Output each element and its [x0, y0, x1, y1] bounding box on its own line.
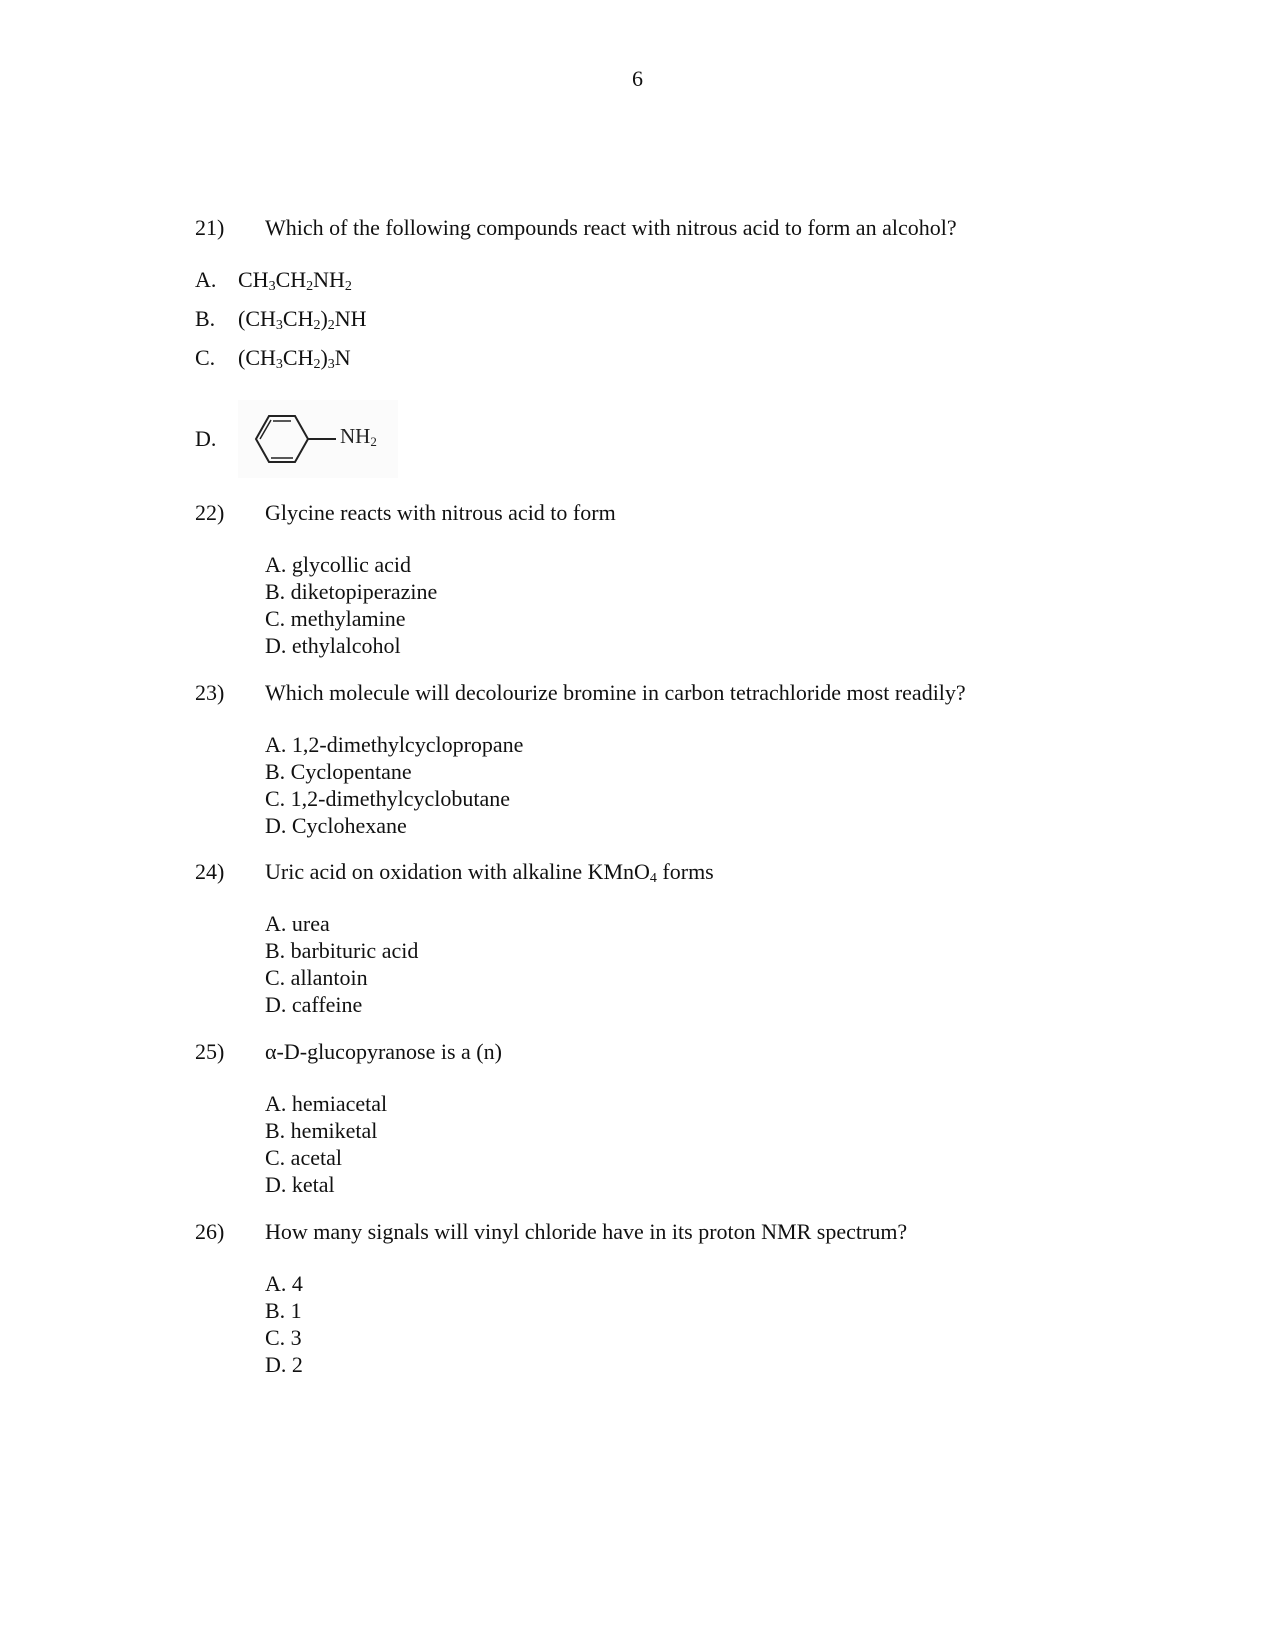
option: D. ketal — [265, 1172, 335, 1197]
option: B. 1 — [265, 1298, 302, 1323]
question-26 — [195, 1218, 1195, 1378]
option: A. hemiacetal — [265, 1091, 388, 1116]
option: C. 3 — [265, 1325, 302, 1350]
option-list — [265, 1270, 1195, 1378]
question-text: How many signals will vinyl chloride have in its proton NMR spectrum? — [265, 1219, 908, 1244]
option: D. 2 — [265, 1352, 303, 1377]
formula: $(CH_3CH_2)_3N$ — [238, 345, 351, 372]
option-21-d: D. $NH_2$ — [195, 400, 398, 478]
option: B. diketopiperazine — [265, 579, 438, 604]
question-25 — [195, 1038, 1195, 1198]
question-number: 22) — [195, 500, 225, 525]
formula: $(CH_3CH_2)_2NH$ — [238, 306, 367, 333]
question-text: Uric acid on oxidation with alkaline KMnO$_4$ forms — [265, 859, 714, 886]
option-21-c: C. $(CH_3CH_2)_3N$ — [195, 345, 351, 372]
option: C. 1,2-dimethylcyclobutane — [265, 786, 510, 811]
question-21 — [195, 214, 1195, 242]
option-21-b: B. $(CH_3CH_2)_2NH$ — [195, 306, 367, 333]
option-list — [265, 1090, 1195, 1198]
question-number: 24) — [195, 859, 225, 884]
question-text: Which molecule will decolourize bromine in carbon tetrachloride most readily? — [265, 680, 966, 705]
option: A. 1,2-dimethylcyclopropane — [265, 732, 524, 757]
option: D. caffeine — [265, 992, 363, 1017]
option: A. 4 — [265, 1271, 303, 1296]
question-number: 26) — [195, 1219, 225, 1244]
question-number: 23) — [195, 680, 225, 705]
question-24 — [195, 858, 1195, 1018]
page-number: 6 — [632, 66, 643, 91]
option: B. Cyclopentane — [265, 759, 412, 784]
option: C. acetal — [265, 1145, 342, 1170]
question-22 — [195, 499, 1195, 659]
option: A. urea — [265, 911, 330, 936]
question-number: 25) — [195, 1039, 225, 1064]
question-text: Which of the following compounds react with nitrous acid to form an alcohol? — [265, 215, 957, 240]
aniline-structure — [238, 400, 398, 478]
option: D. Cyclohexane — [265, 813, 407, 838]
benzene-ring-icon — [238, 400, 338, 478]
option-21-a: A. $CH_3CH_2NH_2$ — [195, 267, 352, 294]
option: C. methylamine — [265, 606, 406, 631]
question-number: 21) — [195, 215, 225, 240]
question-23 — [195, 679, 1195, 839]
amine-group-label: $NH_2$ — [340, 424, 377, 449]
option: D. ethylalcohol — [265, 633, 401, 658]
question-text: α-D-glucopyranose is a (n) — [265, 1039, 502, 1064]
option: A. glycollic acid — [265, 552, 412, 577]
option-list — [265, 551, 1195, 659]
option-list — [265, 910, 1195, 1018]
option-list — [265, 731, 1195, 839]
option: B. hemiketal — [265, 1118, 378, 1143]
formula: $CH_3CH_2NH_2$ — [238, 267, 352, 294]
question-text: Glycine reacts with nitrous acid to form — [265, 500, 616, 525]
option: C. allantoin — [265, 965, 368, 990]
option: B. barbituric acid — [265, 938, 419, 963]
